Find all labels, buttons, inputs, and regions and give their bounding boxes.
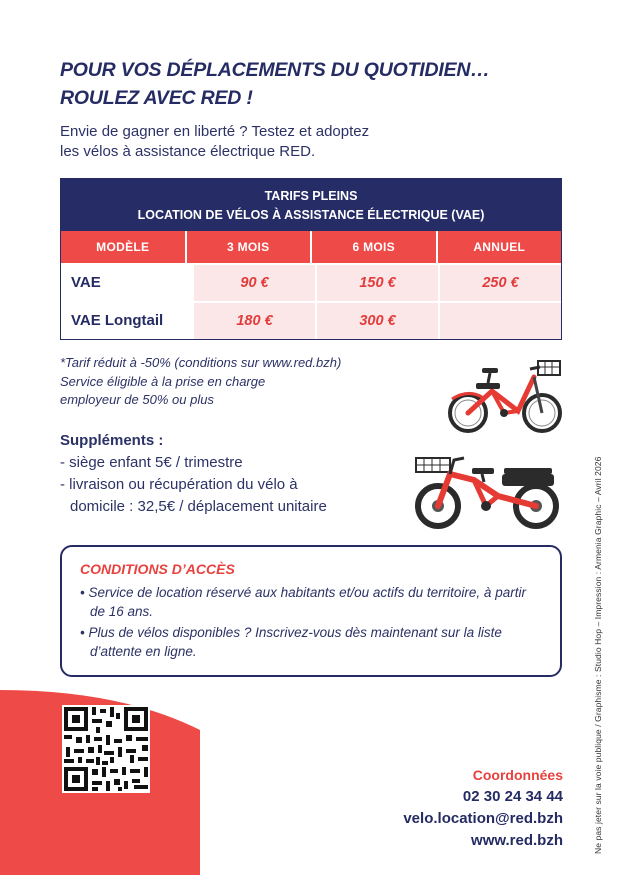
title-line-2: ROULEZ AVEC RED !: [60, 87, 253, 109]
contact-block: [303, 764, 563, 852]
supplements-heading: Suppléments :: [60, 432, 164, 449]
price-vae-6-months: 150 €: [317, 263, 440, 301]
column-header-model: MODÈLE: [61, 231, 187, 263]
price-longtail-6-months: 300 €: [317, 301, 440, 339]
column-header-6-months: 6 MOIS: [312, 231, 438, 263]
pricing-table: [60, 178, 562, 340]
contact-heading: Coordonnées: [472, 767, 563, 783]
access-condition-item-1: • Service de location réservé aux habitants et/ou actifs du territoire, à partir de 16 ans.: [80, 585, 526, 619]
title-line-1: POUR VOS DÉPLACEMENTS DU QUOTIDIEN…: [60, 59, 490, 81]
price-vae-3-months: 90 €: [194, 263, 317, 301]
access-conditions-title: CONDITIONS D’ACCÈS: [80, 561, 235, 577]
price-vae-annual: 250 €: [440, 263, 561, 301]
supplements: [60, 430, 420, 518]
supplement-item-delivery-line-1: - livraison ou récupération du vélo à: [60, 476, 298, 493]
price-longtail-annual: [440, 301, 561, 339]
note-line-1: *Tarif réduit à -50% (conditions sur www.red.bzh): [60, 355, 342, 370]
pricing-table-title-line-1: TARIFS PLEINS: [264, 189, 358, 203]
column-header-3-months: 3 MOIS: [187, 231, 313, 263]
intro-line-1: Envie de gagner en liberté ? Testez et adoptez: [60, 123, 370, 140]
tariff-notes: [60, 354, 440, 410]
qr-code-icon[interactable]: [62, 705, 150, 793]
row-model-vae-longtail: VAE Longtail: [61, 301, 194, 339]
vae-bike-image: [446, 355, 566, 437]
row-model-vae: VAE: [61, 263, 194, 301]
column-header-annual: ANNUEL: [473, 240, 526, 254]
contact-email[interactable]: velo.location@red.bzh: [403, 810, 563, 827]
contact-website[interactable]: www.red.bzh: [471, 832, 563, 849]
table-row: [61, 263, 561, 301]
contact-phone[interactable]: 02 30 24 34 44: [462, 788, 563, 805]
note-line-3: employeur de 50% ou plus: [60, 392, 214, 407]
pricing-table-title-line-2: LOCATION DE VÉLOS À ASSISTANCE ÉLECTRIQUE (VAE): [137, 208, 485, 222]
longtail-bike-image: [412, 452, 564, 530]
intro-text: [60, 122, 500, 162]
page-title: [60, 56, 580, 112]
note-line-2: Service éligible à la prise en charge: [60, 373, 266, 389]
access-conditions-box: [60, 545, 562, 677]
intro-line-2: les vélos à assistance électrique RED.: [60, 143, 316, 160]
pricing-table-header: [61, 231, 561, 263]
supplement-item-child-seat: - siège enfant 5€ / trimestre: [60, 454, 243, 471]
table-row: [61, 301, 561, 339]
price-longtail-3-months: 180 €: [194, 301, 317, 339]
supplement-item-delivery-line-2: domicile : 32,5€ / déplacement unitaire: [70, 498, 327, 515]
vertical-credit-text: Ne pas jeter sur la voie publique / Graphisme : Studio Hop – Impression : Armenia Graphic – Avril 2026: [593, 456, 603, 854]
pricing-table-title: [61, 179, 561, 231]
access-condition-item-2: • Plus de vélos disponibles ? Inscrivez-vous dès maintenant sur la liste d’attente en ligne.: [80, 625, 502, 659]
